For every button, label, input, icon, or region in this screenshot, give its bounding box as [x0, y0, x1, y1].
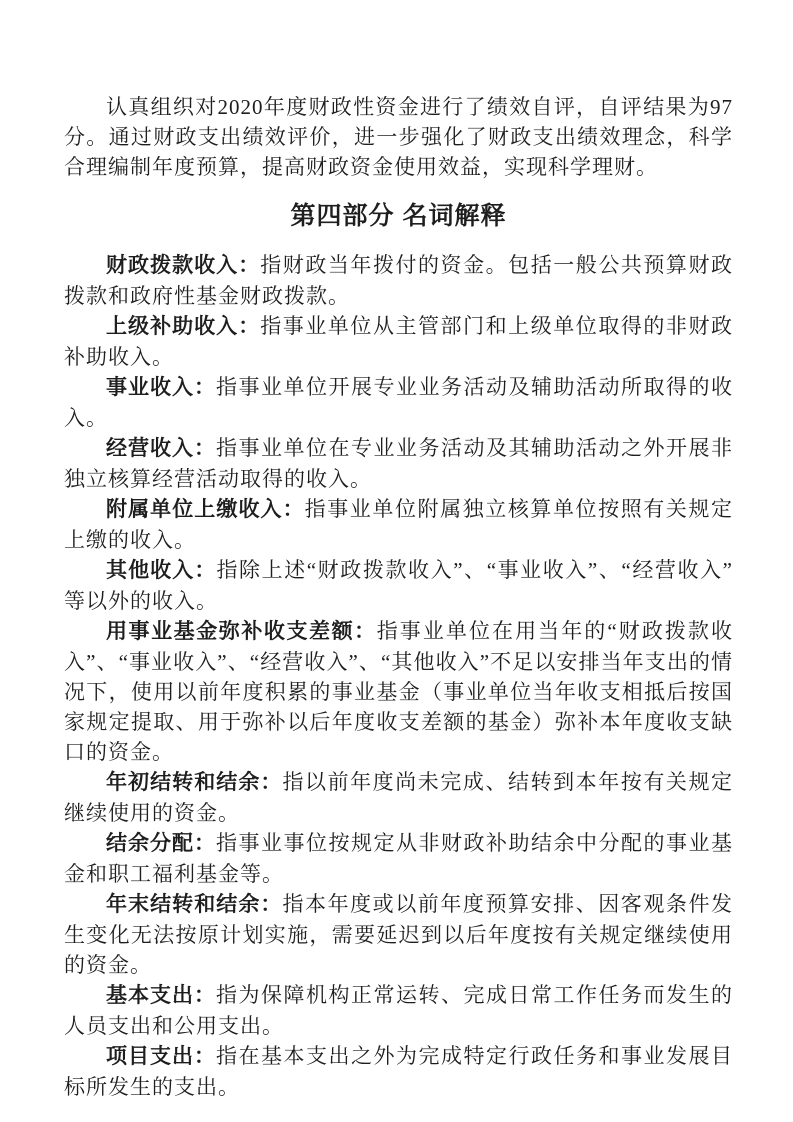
term-definition: 指本年度或以前年度预算安排、因客观条件发生变化无法按原计划实施，需要延迟到以后年度按有关规定继续使用的资金。 — [64, 892, 734, 977]
term-definition: 指事业单位在用当年的“财政拨款收入”、“事业收入”、“经营收入”、“其他收入”不足以安排当年支出的情况下，使用以前年度积累的事业基金（事业单位当年收支相抵后按国家规定提取、用于弥补以后年度收支差额的基金）弥补本年度收支缺口的资金。 — [64, 619, 733, 764]
term-definition: 指为保障机构正常运转、完成日常工作任务而发生的人员支出和公用支出。 — [64, 983, 733, 1038]
term-label: 经营收入： — [106, 437, 216, 460]
term-definition: 指事业单位附属独立核算单位按照有关规定上缴的收入。 — [64, 497, 734, 552]
term-label: 其他收入： — [106, 559, 217, 582]
term-label: 财政拨款收入： — [106, 254, 261, 277]
term-label: 事业收入： — [106, 376, 216, 399]
term-definition: 指事业事位按规定从非财政补助结余中分配的事业基金和职工福利基金等。 — [64, 831, 733, 886]
term-label: 项目支出： — [106, 1045, 216, 1068]
definition-paragraph — [64, 767, 733, 828]
definition-paragraph — [64, 980, 733, 1041]
term-label: 上级补助收入： — [106, 315, 261, 338]
term-label: 年末结转和结余： — [106, 893, 283, 916]
term-label: 结余分配： — [106, 832, 216, 855]
term-definition: 指财政当年拨付的资金。包括一般公共预算财政拨款和政府性基金财政拨款。 — [64, 253, 734, 308]
term-label: 基本支出： — [106, 984, 216, 1007]
term-label: 用事业基金弥补收支差额： — [106, 620, 377, 643]
definition-paragraph — [64, 555, 733, 616]
term-definition: 指事业单位从主管部门和上级单位取得的非财政补助收入。 — [64, 314, 734, 369]
section-title: 第四部分 名词解释 — [290, 202, 507, 230]
term-definition: 指事业单位开展专业业务活动及辅助活动所取得的收入。 — [64, 375, 733, 430]
term-definition: 指事业单位在专业业务活动及其辅助活动之外开展非独立核算经营活动取得的收入。 — [64, 436, 733, 491]
definitions-list — [64, 250, 733, 1102]
definition-paragraph — [64, 250, 733, 311]
definition-paragraph — [64, 1041, 733, 1102]
intro-paragraph: 认真组织对2020年度财政性资金进行了绩效自评，自评结果为97分。通过财政支出绩效评价，进一步强化了财政支出绩效理念，科学合理编制年度预算，提高财政资金使用效益，实现科学理财。 — [64, 95, 733, 179]
definition-paragraph — [64, 433, 733, 494]
term-definition: 指以前年度尚未完成、结转到本年按有关规定继续使用的资金。 — [64, 770, 734, 825]
term-definition: 指在基本支出之外为完成特定行政任务和事业发展目标所发生的支出。 — [64, 1044, 733, 1099]
definition-paragraph — [64, 616, 733, 767]
term-definition: 指除上述“财政拨款收入”、“事业收入”、“经营收入”等以外的收入。 — [64, 558, 733, 613]
definition-paragraph — [64, 494, 733, 555]
definition-paragraph — [64, 828, 733, 889]
definition-paragraph — [64, 372, 733, 433]
term-label: 附属单位上缴收入： — [106, 498, 305, 521]
definition-paragraph — [64, 311, 733, 372]
term-label: 年初结转和结余： — [106, 771, 283, 794]
definition-paragraph — [64, 889, 733, 980]
